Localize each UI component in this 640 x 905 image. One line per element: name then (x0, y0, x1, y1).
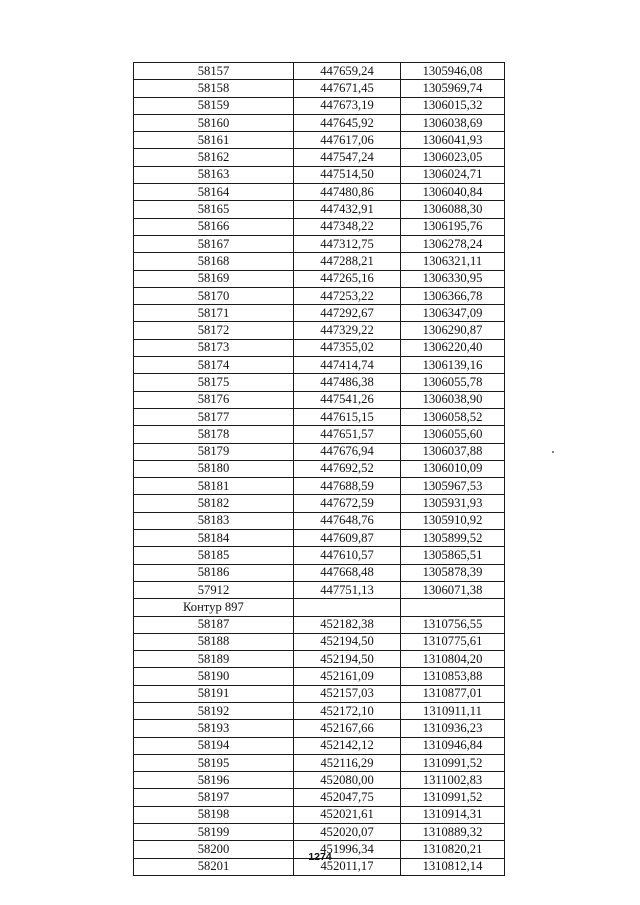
point-number-cell: 58198 (134, 806, 294, 823)
y-coordinate-cell: 1306055,60 (401, 426, 505, 443)
y-coordinate-cell: 1306290,87 (401, 322, 505, 339)
point-number-cell: 58163 (134, 166, 294, 183)
y-coordinate-cell: 1310853,88 (401, 668, 505, 685)
table-row (134, 824, 505, 841)
contour-header-row (134, 599, 505, 616)
point-number-cell: 58158 (134, 80, 294, 97)
x-coordinate-cell: 452116,29 (294, 754, 401, 771)
y-coordinate-cell: 1306347,09 (401, 305, 505, 322)
table-row (134, 114, 505, 131)
x-coordinate-cell: 447312,75 (294, 235, 401, 252)
x-coordinate-cell: 447355,02 (294, 339, 401, 356)
y-coordinate-cell: 1305865,51 (401, 547, 505, 564)
table-row (134, 339, 505, 356)
x-coordinate-cell: 447648,76 (294, 512, 401, 529)
x-coordinate-cell: 447668,48 (294, 564, 401, 581)
point-number-cell: 58173 (134, 339, 294, 356)
y-coordinate-cell: 1306321,11 (401, 253, 505, 270)
point-number-cell: 58166 (134, 218, 294, 235)
y-coordinate-cell: 1310946,84 (401, 737, 505, 754)
point-number-cell: 58157 (134, 63, 294, 80)
table-row (134, 806, 505, 823)
y-coordinate-cell: 1306195,76 (401, 218, 505, 235)
x-coordinate-cell: 452161,09 (294, 668, 401, 685)
x-coordinate-cell: 447514,50 (294, 166, 401, 183)
y-coordinate-cell: 1310877,01 (401, 685, 505, 702)
table-row (134, 789, 505, 806)
y-coordinate-cell: 1310914,31 (401, 806, 505, 823)
x-coordinate-cell: 447414,74 (294, 357, 401, 374)
point-number-cell: 58184 (134, 530, 294, 547)
x-coordinate-cell: 447265,16 (294, 270, 401, 287)
y-coordinate-cell: 1305946,08 (401, 63, 505, 80)
point-number-cell: 58164 (134, 184, 294, 201)
x-coordinate-cell: 452167,66 (294, 720, 401, 737)
x-coordinate-cell: 447673,19 (294, 97, 401, 114)
x-coordinate-cell: 447288,21 (294, 253, 401, 270)
table-row (134, 80, 505, 97)
table-row (134, 235, 505, 252)
table-row (134, 772, 505, 789)
point-number-cell: 58199 (134, 824, 294, 841)
point-number-cell: 58167 (134, 235, 294, 252)
point-number-cell: 58165 (134, 201, 294, 218)
x-coordinate-cell: 447610,57 (294, 547, 401, 564)
point-number-cell: 58181 (134, 478, 294, 495)
point-number-cell: 58161 (134, 132, 294, 149)
table-row (134, 478, 505, 495)
x-coordinate-cell: 452011,17 (294, 858, 401, 875)
x-coordinate-cell: 447651,57 (294, 426, 401, 443)
table-row (134, 322, 505, 339)
x-coordinate-cell: 447541,26 (294, 391, 401, 408)
point-number-cell: 58182 (134, 495, 294, 512)
y-coordinate-cell: 1306088,30 (401, 201, 505, 218)
page-number: 1274 (308, 851, 332, 863)
y-coordinate-cell: 1306278,24 (401, 235, 505, 252)
x-coordinate-cell: 447672,59 (294, 495, 401, 512)
table-row (134, 651, 505, 668)
x-coordinate-cell: 447547,24 (294, 149, 401, 166)
y-coordinate-cell: 1306010,09 (401, 460, 505, 477)
x-coordinate-cell: 451996,34 (294, 841, 401, 858)
table-row (134, 374, 505, 391)
table-row (134, 287, 505, 304)
point-number-cell: 58185 (134, 547, 294, 564)
y-coordinate-cell: 1305878,39 (401, 564, 505, 581)
point-number-cell: 58159 (134, 97, 294, 114)
y-coordinate-cell: 1310812,14 (401, 858, 505, 875)
x-coordinate-cell: 447751,13 (294, 581, 401, 598)
table-row (134, 97, 505, 114)
x-coordinate-cell: 452172,10 (294, 702, 401, 719)
table-row (134, 443, 505, 460)
x-coordinate-cell: 447253,22 (294, 287, 401, 304)
y-coordinate-cell: 1305899,52 (401, 530, 505, 547)
point-number-cell: 58171 (134, 305, 294, 322)
x-coordinate-cell: 447486,38 (294, 374, 401, 391)
table-row (134, 166, 505, 183)
x-coordinate-cell: 447615,15 (294, 408, 401, 425)
x-coordinate-cell: 447676,94 (294, 443, 401, 460)
point-number-cell: 58169 (134, 270, 294, 287)
point-number-cell: 58195 (134, 754, 294, 771)
x-coordinate-cell: 447432,91 (294, 201, 401, 218)
point-number-cell: 58180 (134, 460, 294, 477)
point-number-cell: 58190 (134, 668, 294, 685)
y-coordinate-cell: 1310936,23 (401, 720, 505, 737)
x-coordinate-cell (294, 599, 401, 616)
table-row (134, 720, 505, 737)
point-number-cell: 58162 (134, 149, 294, 166)
table-row (134, 754, 505, 771)
x-coordinate-cell: 447609,87 (294, 530, 401, 547)
table-row (134, 668, 505, 685)
coordinates-table (133, 62, 505, 876)
y-coordinate-cell: 1310911,11 (401, 702, 505, 719)
y-coordinate-cell: 1310775,61 (401, 633, 505, 650)
point-number-cell: 58186 (134, 564, 294, 581)
table-row (134, 218, 505, 235)
y-coordinate-cell: 1310991,52 (401, 789, 505, 806)
table-row (134, 132, 505, 149)
table-row (134, 408, 505, 425)
table-row (134, 616, 505, 633)
y-coordinate-cell: 1305969,74 (401, 80, 505, 97)
point-number-cell: 57912 (134, 581, 294, 598)
y-coordinate-cell: 1306024,71 (401, 166, 505, 183)
x-coordinate-cell: 452047,75 (294, 789, 401, 806)
y-coordinate-cell: 1306330,95 (401, 270, 505, 287)
y-coordinate-cell: 1310756,55 (401, 616, 505, 633)
point-number-cell: 58170 (134, 287, 294, 304)
table-row (134, 426, 505, 443)
y-coordinate-cell: 1306058,52 (401, 408, 505, 425)
point-number-cell: 58191 (134, 685, 294, 702)
point-number-cell: 58194 (134, 737, 294, 754)
point-number-cell: 58187 (134, 616, 294, 633)
table-row (134, 357, 505, 374)
point-number-cell: 58176 (134, 391, 294, 408)
point-number-cell: 58201 (134, 858, 294, 875)
table-row (134, 737, 505, 754)
x-coordinate-cell: 447329,22 (294, 322, 401, 339)
x-coordinate-cell: 447617,06 (294, 132, 401, 149)
coordinates-table-body (134, 63, 505, 876)
table-row (134, 581, 505, 598)
x-coordinate-cell: 447671,45 (294, 80, 401, 97)
point-number-cell: 58188 (134, 633, 294, 650)
x-coordinate-cell: 447292,67 (294, 305, 401, 322)
point-number-cell: 58174 (134, 357, 294, 374)
table-row (134, 512, 505, 529)
table-row (134, 685, 505, 702)
x-coordinate-cell: 452182,38 (294, 616, 401, 633)
point-number-cell: 58189 (134, 651, 294, 668)
table-row (134, 149, 505, 166)
y-coordinate-cell: 1306023,05 (401, 149, 505, 166)
x-coordinate-cell: 452194,50 (294, 651, 401, 668)
table-row (134, 564, 505, 581)
y-coordinate-cell: 1305910,92 (401, 512, 505, 529)
y-coordinate-cell: 1306055,78 (401, 374, 505, 391)
point-number-cell: Контур 897 (134, 599, 294, 616)
table-row (134, 305, 505, 322)
point-number-cell: 58183 (134, 512, 294, 529)
y-coordinate-cell: 1306220,40 (401, 339, 505, 356)
x-coordinate-cell: 452020,07 (294, 824, 401, 841)
y-coordinate-cell: 1306071,38 (401, 581, 505, 598)
point-number-cell: 58168 (134, 253, 294, 270)
y-coordinate-cell: 1306015,32 (401, 97, 505, 114)
point-number-cell: 58197 (134, 789, 294, 806)
point-number-cell: 58160 (134, 114, 294, 131)
x-coordinate-cell: 452194,50 (294, 633, 401, 650)
y-coordinate-cell: 1306037,88 (401, 443, 505, 460)
y-coordinate-cell: 1306040,84 (401, 184, 505, 201)
point-number-cell: 58193 (134, 720, 294, 737)
point-number-cell: 58175 (134, 374, 294, 391)
x-coordinate-cell: 447645,92 (294, 114, 401, 131)
y-coordinate-cell: 1310820,21 (401, 841, 505, 858)
y-coordinate-cell: 1306041,93 (401, 132, 505, 149)
y-coordinate-cell: 1311002,83 (401, 772, 505, 789)
y-coordinate-cell: 1310804,20 (401, 651, 505, 668)
x-coordinate-cell: 447688,59 (294, 478, 401, 495)
table-row (134, 201, 505, 218)
table-row (134, 495, 505, 512)
y-coordinate-cell: 1305931,93 (401, 495, 505, 512)
point-number-cell: 58200 (134, 841, 294, 858)
table-row (134, 633, 505, 650)
table-row (134, 547, 505, 564)
x-coordinate-cell: 447348,22 (294, 218, 401, 235)
x-coordinate-cell: 447659,24 (294, 63, 401, 80)
x-coordinate-cell: 452142,12 (294, 737, 401, 754)
y-coordinate-cell: 1306038,90 (401, 391, 505, 408)
point-number-cell: 58177 (134, 408, 294, 425)
table-row (134, 702, 505, 719)
scan-speck (552, 451, 554, 453)
y-coordinate-cell (401, 599, 505, 616)
x-coordinate-cell: 447480,86 (294, 184, 401, 201)
point-number-cell: 58196 (134, 772, 294, 789)
point-number-cell: 58172 (134, 322, 294, 339)
x-coordinate-cell: 447692,52 (294, 460, 401, 477)
point-number-cell: 58192 (134, 702, 294, 719)
table-row (134, 460, 505, 477)
table-row (134, 63, 505, 80)
x-coordinate-cell: 452021,61 (294, 806, 401, 823)
y-coordinate-cell: 1306366,78 (401, 287, 505, 304)
table-row (134, 530, 505, 547)
point-number-cell: 58179 (134, 443, 294, 460)
y-coordinate-cell: 1310889,32 (401, 824, 505, 841)
x-coordinate-cell: 452080,00 (294, 772, 401, 789)
y-coordinate-cell: 1310991,52 (401, 754, 505, 771)
y-coordinate-cell: 1306139,16 (401, 357, 505, 374)
table-row (134, 184, 505, 201)
x-coordinate-cell: 452157,03 (294, 685, 401, 702)
table-row (134, 270, 505, 287)
table-row (134, 391, 505, 408)
point-number-cell: 58178 (134, 426, 294, 443)
y-coordinate-cell: 1306038,69 (401, 114, 505, 131)
table-row (134, 253, 505, 270)
y-coordinate-cell: 1305967,53 (401, 478, 505, 495)
